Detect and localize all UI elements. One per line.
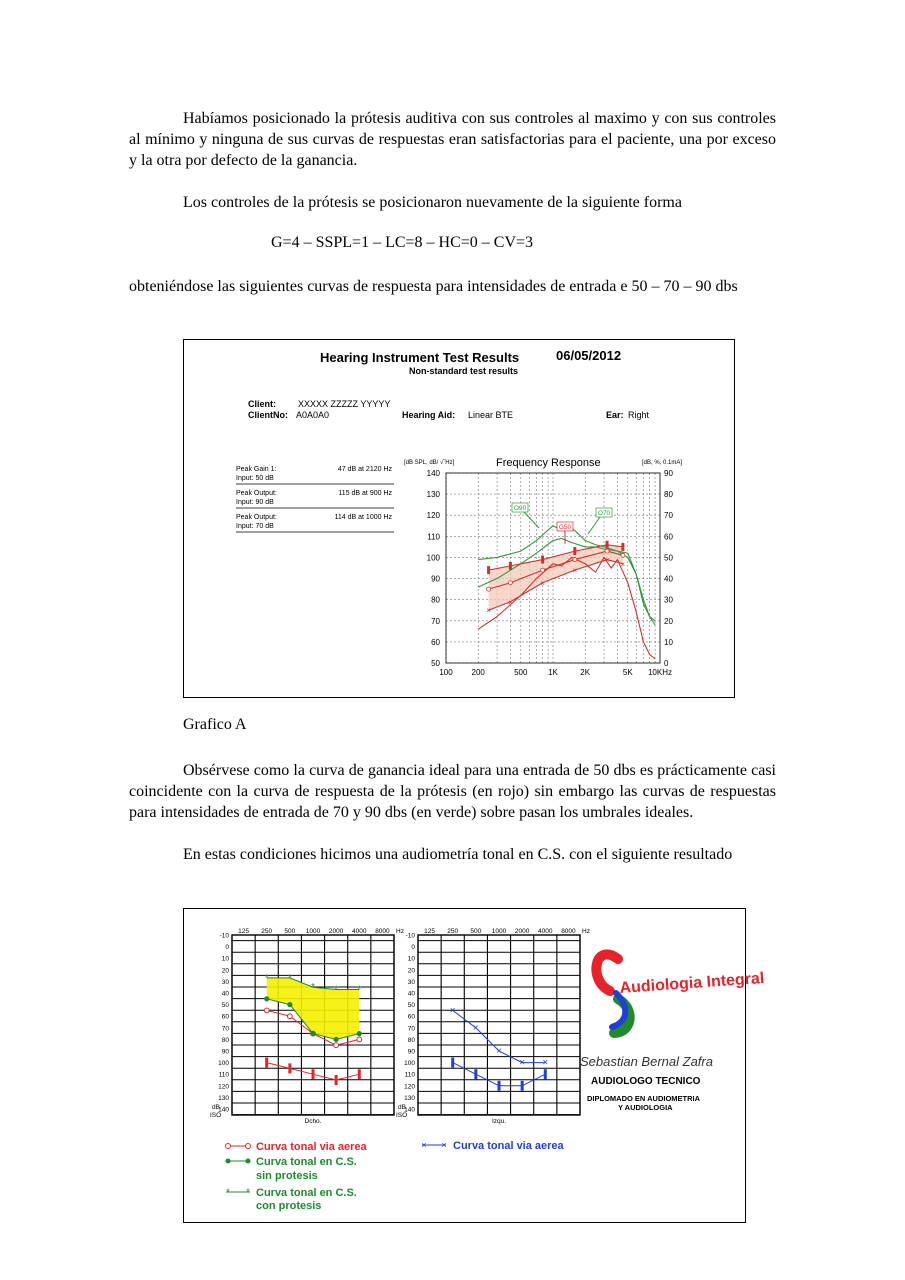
audiogram-point (265, 1058, 268, 1068)
logo-brand: Audiologia Integral (619, 969, 765, 997)
audiogram-point (312, 1069, 315, 1079)
data-point: × (620, 559, 626, 569)
data-point (509, 562, 512, 570)
y-right-tick-label: 60 (664, 532, 673, 542)
freq-label: 250 (261, 928, 273, 935)
db-label: 110 (404, 1071, 415, 1079)
freq-unit: Hz (396, 928, 404, 935)
svg-text:114 dB at 1000 Hz: 114 dB at 1000 Hz (334, 514, 392, 521)
ear-label: Izqu. (491, 1118, 507, 1125)
audiogram-point: * (287, 972, 292, 984)
data-point (573, 558, 577, 562)
db-label: 90 (221, 1048, 229, 1056)
ear-label: Ear: (606, 410, 624, 420)
audiogram-point: × (449, 1005, 456, 1017)
audiologia-logo (580, 954, 765, 1112)
db-label: 130 (218, 1094, 229, 1102)
client-value: XXXXX ZZZZZ YYYYY (298, 399, 391, 409)
client-label: Client: (248, 399, 276, 409)
audiogram-point: × (519, 1057, 526, 1069)
db-label: 70 (407, 1025, 415, 1033)
freq-label: 4000 (352, 928, 367, 935)
x-tick-label: 200 (471, 668, 485, 677)
audiogram-point (358, 1069, 361, 1079)
data-point (606, 541, 609, 549)
logo-diploma-2: Y AUDIOLOGIA (618, 1103, 673, 1112)
audiogram-point: * (264, 972, 269, 984)
freq-label: 125 (238, 928, 250, 935)
svg-text:con protesis: con protesis (256, 1200, 322, 1212)
svg-text:Peak Output:: Peak Output: (236, 514, 277, 521)
freq-label: 1000 (305, 928, 321, 935)
hearing-test-svg (184, 340, 734, 697)
db-label: 40 (407, 990, 415, 998)
freq-label: 250 (447, 928, 459, 935)
db-label: 120 (218, 1083, 229, 1091)
paragraph-2: Los controles de la prótesis se posicionaron nuevamente de la siguiente forma (183, 194, 682, 211)
svg-text:×: × (441, 1140, 447, 1150)
audiogram-point (474, 1069, 477, 1079)
legend-item (226, 1187, 357, 1212)
clientno-value: A0A0A0 (296, 410, 330, 420)
label-o90: O90 (513, 505, 527, 512)
data-point: × (572, 566, 578, 576)
data-point: × (540, 578, 545, 588)
peak-item (236, 490, 394, 508)
freq-label: 500 (470, 928, 482, 935)
db-label: 20 (407, 967, 415, 975)
legend-item (226, 1141, 368, 1153)
y-right-tick-label: 20 (664, 616, 673, 626)
y-tick-label: 110 (427, 532, 440, 542)
audiogram-point: * (357, 984, 362, 996)
x-tick-label: 100 (439, 668, 453, 677)
y-right-tick-label: 50 (664, 553, 673, 563)
svg-text:sin protesis: sin protesis (256, 1170, 318, 1182)
db-label: -10 (219, 932, 229, 940)
audiogram-point (264, 996, 269, 1001)
db-iso-label: dB (212, 1104, 220, 1111)
report-subtitle: Non-standard test results (409, 366, 519, 376)
clientno-label: ClientNo: (248, 410, 288, 420)
svg-text:Peak Gain 1:: Peak Gain 1: (236, 466, 277, 473)
svg-text:47 dB at 2120 Hz: 47 dB at 2120 Hz (337, 466, 392, 473)
ear-value: Right (628, 410, 650, 420)
db-label: 0 (411, 944, 415, 952)
freq-label: 125 (424, 928, 436, 935)
audiogram-point: * (334, 984, 339, 996)
freq-label: 1000 (491, 928, 507, 935)
report-date: 06/05/2012 (556, 348, 622, 363)
audiogram-figure (183, 908, 765, 1223)
fr-ylabel-right: [dB, %, 0.1mA] (642, 460, 683, 466)
svg-text:Input: 90 dB: Input: 90 dB (236, 499, 274, 506)
data-point (621, 553, 625, 557)
db-label: 100 (404, 1060, 415, 1068)
paragraph-3: obteniéndose las siguientes curvas de respuesta para intensidades de entrada e 50 – 70 – 90 dbs (129, 278, 738, 295)
data-point (487, 587, 491, 591)
freq-label: 8000 (561, 928, 576, 935)
svg-text:×: × (421, 1140, 427, 1150)
data-point: × (604, 555, 610, 565)
audiogram-point (521, 1081, 524, 1091)
db-label: 130 (404, 1094, 415, 1102)
db-label: 140 (218, 1106, 229, 1114)
db-label: 80 (221, 1036, 229, 1044)
legend-item (421, 1140, 564, 1152)
db-label: 30 (407, 978, 415, 986)
y-right-tick-label: 80 (664, 490, 673, 500)
y-right-tick-label: 30 (664, 595, 673, 605)
x-tick-label: 2K (580, 668, 591, 677)
data-point (541, 556, 544, 564)
logo-diploma-1: DIPLOMADO EN AUDIOMETRIA (587, 1094, 701, 1103)
caption-grafico-a: Grafico A (183, 716, 247, 733)
data-point (487, 566, 490, 574)
db-label: 120 (404, 1083, 415, 1091)
db-label: -10 (405, 932, 415, 940)
db-label: 70 (221, 1025, 229, 1033)
svg-text:Curva tonal via aerea: Curva tonal via aerea (453, 1140, 564, 1152)
db-label: 60 (407, 1013, 415, 1021)
freq-label: 8000 (375, 928, 390, 935)
freq-label: 2000 (328, 928, 344, 935)
data-point (508, 581, 512, 585)
paragraph-1: Habíamos posicionado la prótesis auditiva con sus controles al maximo y con sus controles al mínimo y ninguna de sus curvas de respuestas eran satisfactorias para el paciente, una por exceso y la otra por defecto de la ganancia. (129, 110, 776, 169)
audiogram-point (357, 1031, 362, 1036)
freq-unit: Hz (582, 928, 590, 935)
logo-role: AUDIOLOGO TECNICO (591, 1076, 701, 1087)
db-label: 100 (218, 1060, 229, 1068)
logo-name: Sebastian Bernal Zafra (580, 1054, 713, 1069)
svg-text:115 dB at 900 Hz: 115 dB at 900 Hz (338, 490, 392, 497)
db-label: 80 (407, 1036, 415, 1044)
audiogram-point: × (542, 1057, 549, 1069)
freq-label: 2000 (514, 928, 530, 935)
audiogram-point (288, 1063, 291, 1073)
y-right-tick-label: 40 (664, 574, 673, 584)
label-g50: G50 (558, 524, 572, 531)
aid-value: Linear BTE (468, 410, 514, 420)
legend-item (226, 1156, 357, 1182)
audiogram-point (498, 1081, 501, 1091)
audiogram-left (396, 928, 590, 1125)
y-tick-label: 70 (431, 616, 440, 626)
y-tick-label: 140 (426, 469, 440, 478)
x-tick-label: 10KHz (647, 668, 673, 677)
db-label: 50 (407, 1002, 415, 1010)
y-tick-label: 80 (431, 595, 440, 605)
x-tick-label: 5K (622, 668, 633, 677)
y-right-tick-label: 70 (664, 511, 673, 521)
db-label: 10 (221, 955, 229, 963)
audiogram-point: × (472, 1022, 479, 1034)
y-tick-label: 120 (426, 511, 440, 521)
y-tick-label: 100 (426, 553, 440, 563)
data-point (605, 549, 609, 553)
db-label: 140 (404, 1106, 415, 1114)
svg-text:*: * (246, 1187, 250, 1197)
db-label: 20 (221, 967, 229, 975)
freq-label: 500 (284, 928, 296, 935)
data-point (573, 547, 576, 555)
label-o90-leader (524, 512, 539, 528)
audiogram-point (357, 1037, 362, 1042)
data-point: × (508, 597, 513, 607)
db-iso-label: ISO (396, 1112, 408, 1119)
svg-text:Curva tonal en C.S.: Curva tonal en C.S. (256, 1187, 357, 1199)
db-label: 50 (221, 1002, 229, 1010)
y-right-tick-label: 90 (664, 469, 673, 478)
report-title: Hearing Instrument Test Results (320, 350, 520, 365)
label-o70-leader (588, 517, 600, 534)
db-label: 30 (221, 978, 229, 986)
db-label: 60 (221, 1013, 229, 1021)
db-label: 10 (407, 955, 415, 963)
svg-text:*: * (226, 1187, 230, 1197)
db-label: 90 (407, 1048, 415, 1056)
peak-item (236, 466, 394, 484)
fr-title: Frequency Response (496, 457, 601, 469)
audiogram-point (287, 1014, 292, 1019)
y-tick-label: 50 (431, 659, 440, 668)
peak-item (236, 514, 394, 532)
db-label: 40 (221, 990, 229, 998)
svg-text:Input: 70 dB: Input: 70 dB (236, 523, 274, 530)
y-tick-label: 90 (431, 574, 440, 584)
audiogram-point (334, 1037, 339, 1042)
ear-label: Dcho. (304, 1118, 322, 1125)
audiogram-point (264, 1008, 269, 1013)
db-label: 110 (218, 1071, 229, 1079)
svg-text:Peak Output:: Peak Output: (236, 490, 277, 497)
audiogram-point: * (311, 982, 315, 994)
audiogram-point (334, 1043, 339, 1048)
x-tick-label: 1K (548, 668, 558, 677)
audiogram-point (451, 1058, 454, 1068)
paragraph-4: Obsérvese como la curva de ganancia ideal para una entrada de 50 dbs es prácticamente casi coincidente con la curva de respuesta de la prótesis (en rojo) sin embargo las curvas de respuestas para intensidades de entrada de 70 y 90 dbs (en verde) sobre pasan los umbrales ideales. (129, 762, 776, 821)
audiogram-point: × (496, 1046, 502, 1057)
aid-label: Hearing Aid: (402, 410, 456, 420)
y-tick-label: 130 (426, 490, 440, 500)
control-formula: G=4 – SSPL=1 – LC=8 – HC=0 – CV=3 (271, 234, 534, 251)
y-right-tick-label: 10 (664, 637, 673, 647)
db-label: 0 (225, 944, 229, 952)
frequency-response-chart (427, 469, 674, 677)
hearing-test-figure (183, 339, 735, 698)
db-iso-label: dB (398, 1104, 406, 1111)
paragraph-5: En estas condiciones hicimos una audiometría tonal en C.S. con el siguiente resultado (183, 846, 733, 863)
audiogram-point (335, 1075, 338, 1085)
audiogram-svg (184, 909, 765, 1222)
label-o70: O70 (597, 510, 611, 517)
data-point: × (486, 606, 491, 616)
audiogram-point (544, 1069, 547, 1079)
svg-text:Curva tonal en C.S.: Curva tonal en C.S. (256, 1156, 357, 1168)
data-point (541, 568, 545, 572)
svg-text:Input: 50 dB: Input: 50 dB (236, 475, 274, 482)
audiogram-point (310, 1031, 315, 1036)
freq-label: 4000 (538, 928, 553, 935)
audiogram-right (210, 928, 404, 1125)
db-iso-label: ISO (210, 1112, 222, 1119)
x-tick-label: 500 (514, 668, 528, 677)
data-point (621, 543, 624, 551)
audiogram-point (287, 1002, 292, 1007)
y-right-tick-label: 0 (664, 659, 669, 668)
svg-text:Curva tonal via aerea: Curva tonal via aerea (256, 1141, 367, 1153)
fr-ylabel-left: [dB SPL, dB/ √‾Hz] (404, 460, 455, 466)
y-tick-label: 60 (431, 637, 440, 647)
